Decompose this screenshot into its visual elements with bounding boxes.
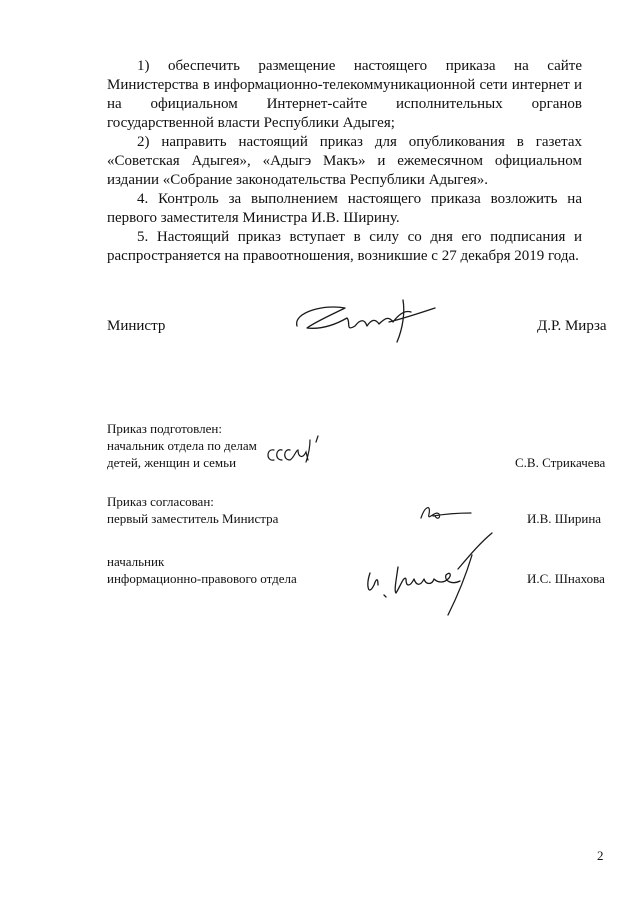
agreed-name: И.В. Ширина bbox=[527, 511, 602, 526]
prepared-heading: Приказ подготовлен: bbox=[107, 421, 222, 436]
paragraph-control: 4. Контроль за выполнением настоящего приказа возложить на первого заместителя Министра И.В. Ширину. bbox=[107, 191, 582, 226]
paragraph-effective-date: 5. Настоящий приказ вступает в силу со дня его подписания и распространяется на правоотношения, возникшие с 27 декабря 2019 года. bbox=[107, 229, 582, 264]
agreed-position: первый заместитель Министра bbox=[107, 511, 279, 526]
minister-name: Д.Р. Мирза bbox=[537, 318, 607, 334]
minister-signature bbox=[285, 292, 450, 352]
agreed-heading: Приказ согласован: bbox=[107, 494, 214, 509]
prepared-position-line1: начальник отдела по делам bbox=[107, 438, 257, 453]
legal-name: И.С. Шнахова bbox=[527, 571, 605, 586]
prepared-position-line2: детей, женщин и семьи bbox=[107, 455, 237, 470]
prepared-signature bbox=[262, 432, 337, 467]
page-number: 2 bbox=[597, 848, 604, 863]
legal-position-line2: информационно-правового отдела bbox=[107, 571, 297, 586]
prepared-name: С.В. Стрикачева bbox=[515, 455, 606, 470]
legal-signature bbox=[362, 525, 502, 620]
legal-position-line1: начальник bbox=[107, 554, 165, 569]
paragraph-publication-newspapers: 2) направить настоящий приказ для опубликования в газетах «Советская Адыгея», «Адыгэ Макъ» и ежемесячном официальном издании «Собрание законодательства Республики Адыгея». bbox=[107, 134, 582, 188]
paragraph-publication-site: 1) обеспечить размещение настоящего приказа на сайте Министерства в информационно-телекоммуникационной сети интернет и на официальном Интернет-сайте исполнительных органов государственной власти Республики Адыгея; bbox=[107, 58, 582, 131]
minister-title: Министр bbox=[107, 318, 166, 334]
